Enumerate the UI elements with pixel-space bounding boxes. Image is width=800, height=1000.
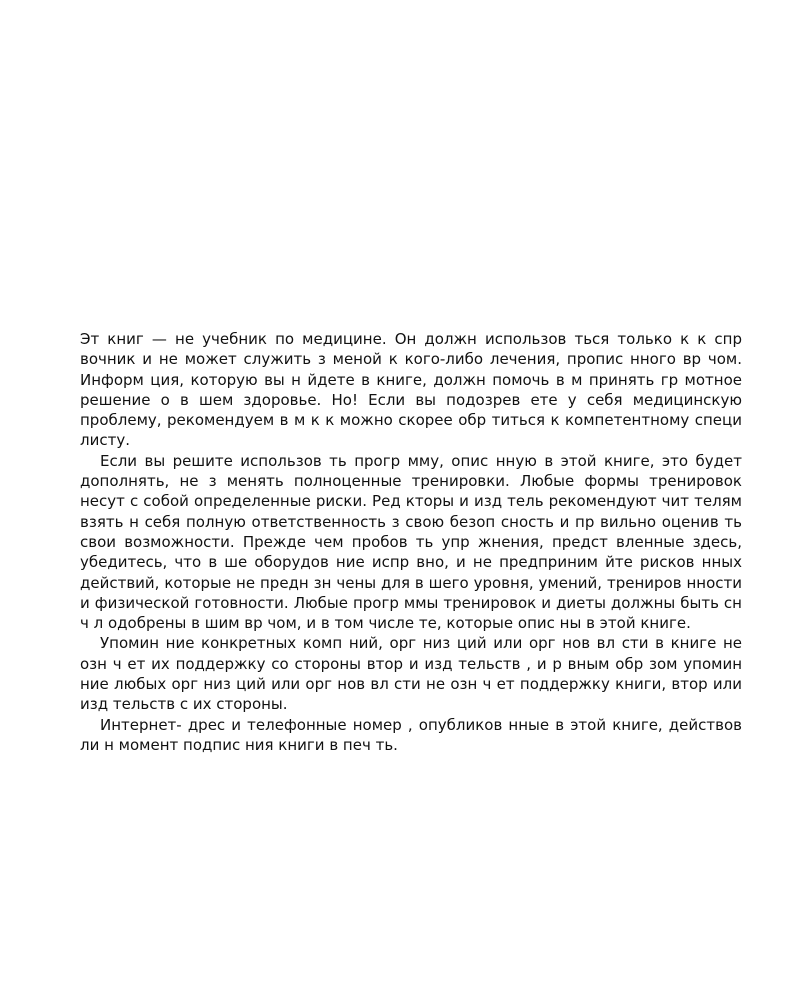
disclaimer-paragraph-medical: Эт книг — не учебник по медицине. Он должн использов ться только к к спр вочник и не может служить з меной к кого-либо лечения, пропис нного вр чом. Информ ция, которую вы н йдете в книге, должн помочь в м принять гр мотное решение о в шем здоровье. Но! Если вы подозрев ете у себя медицинскую проблему, рекомендуем в м к к можно скорее обр титься к компетентному специ листу. xyxy=(80,330,742,450)
disclaimer-paragraph-mentions: Упомин ние конкретных комп ний, орг низ ций или орг нов вл сти в книге не озн ч ет их поддержку со стороны втор и изд тельств , и р вным обр зом упомин ние любых орг низ ций или орг нов вл сти не озн ч ет поддержку книги, втор или изд тельств с их стороны. xyxy=(80,634,742,714)
disclaimer-text xyxy=(80,329,742,755)
disclaimer-paragraph-contacts: Интернет- дрес и телефонные номер , опубликов нные в этой книге, действов ли н момент подпис ния книги в печ ть. xyxy=(80,715,742,754)
disclaimer-paragraph-training-risks: Если вы решите использов ть прогр мму, опис нную в этой книге, это будет дополнять, не з менять полноценные тренировки. Любые формы тренировок несут с собой определенные риски. Ред кторы и изд тель рекомендуют чит телям взять н себя полную ответственность з свою безоп сность и пр вильно оценив ть свои возможности. Прежде чем пробов ть упр жнения, предст вленные здесь, убедитесь, что в ше оборудов ние испр вно, и не предприним йте рисков нных действий, которые не предн зн чены для в шего уровня, умений, трениров нности и физической готовности. Любые прогр ммы тренировок и диеты должны быть сн ч л одобрены в шим вр чом, и в том числе те, которые опис ны в этой книге. xyxy=(80,451,742,633)
